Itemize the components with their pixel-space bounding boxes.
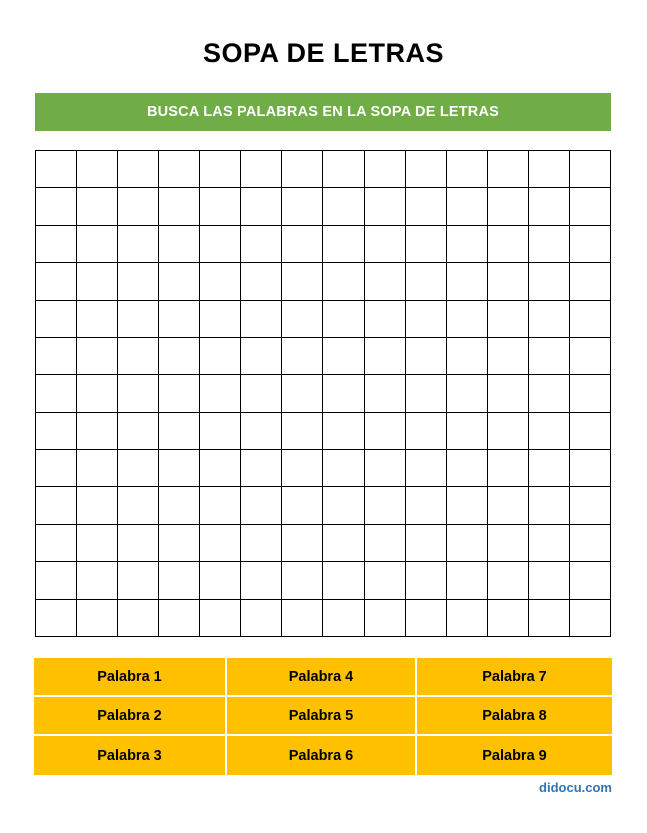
grid-cell[interactable] bbox=[323, 263, 364, 300]
grid-cell[interactable] bbox=[36, 562, 77, 599]
grid-cell[interactable] bbox=[405, 450, 446, 487]
grid-cell[interactable] bbox=[446, 300, 487, 337]
instruction-text: BUSCA LAS PALABRAS EN LA SOPA DE LETRAS bbox=[146, 104, 500, 120]
grid-cell[interactable] bbox=[446, 151, 487, 188]
grid-cell[interactable] bbox=[405, 263, 446, 300]
grid-cell[interactable] bbox=[200, 337, 241, 374]
grid-cell[interactable] bbox=[118, 300, 159, 337]
grid-cell[interactable] bbox=[200, 375, 241, 412]
grid-cell[interactable] bbox=[364, 375, 405, 412]
grid-cell[interactable] bbox=[241, 225, 282, 262]
grid-cell[interactable] bbox=[36, 263, 77, 300]
grid-cell[interactable] bbox=[364, 151, 405, 188]
grid-cell[interactable] bbox=[36, 375, 77, 412]
grid-cell[interactable] bbox=[528, 599, 569, 637]
letter-grid bbox=[35, 150, 611, 637]
grid-cell[interactable] bbox=[118, 450, 159, 487]
grid-cell[interactable] bbox=[528, 375, 569, 412]
grid-row bbox=[36, 375, 611, 412]
grid-cell[interactable] bbox=[487, 337, 528, 374]
grid-cell[interactable] bbox=[200, 412, 241, 449]
grid-cell[interactable] bbox=[405, 412, 446, 449]
grid-cell[interactable] bbox=[528, 562, 569, 599]
grid-cell[interactable] bbox=[200, 300, 241, 337]
grid-cell[interactable] bbox=[159, 375, 200, 412]
grid-cell[interactable] bbox=[323, 599, 364, 637]
grid-cell[interactable] bbox=[323, 151, 364, 188]
grid-cell[interactable] bbox=[282, 188, 323, 225]
grid-cell[interactable] bbox=[200, 562, 241, 599]
grid-cell[interactable] bbox=[118, 375, 159, 412]
grid-cell[interactable] bbox=[569, 300, 610, 337]
grid-cell[interactable] bbox=[36, 225, 77, 262]
grid-row bbox=[36, 225, 611, 262]
grid-cell[interactable] bbox=[241, 188, 282, 225]
grid-cell[interactable] bbox=[323, 375, 364, 412]
grid-cell[interactable] bbox=[364, 450, 405, 487]
grid-cell[interactable] bbox=[282, 450, 323, 487]
grid-cell[interactable] bbox=[77, 337, 118, 374]
grid-cell[interactable] bbox=[282, 225, 323, 262]
grid-cell[interactable] bbox=[528, 300, 569, 337]
footer-brand: didocu.com bbox=[539, 780, 612, 795]
grid-cell[interactable] bbox=[241, 450, 282, 487]
grid-cell[interactable] bbox=[487, 188, 528, 225]
grid-row bbox=[36, 263, 611, 300]
grid-cell[interactable] bbox=[528, 263, 569, 300]
grid-cell[interactable] bbox=[405, 337, 446, 374]
grid-cell[interactable] bbox=[405, 487, 446, 524]
grid-cell[interactable] bbox=[405, 225, 446, 262]
grid-cell[interactable] bbox=[200, 524, 241, 561]
instruction-banner bbox=[35, 93, 611, 131]
grid-cell[interactable] bbox=[77, 225, 118, 262]
grid-cell[interactable] bbox=[241, 524, 282, 561]
grid-cell[interactable] bbox=[36, 524, 77, 561]
word-item: Palabra 1 bbox=[34, 658, 227, 697]
grid-cell[interactable] bbox=[446, 524, 487, 561]
grid-cell[interactable] bbox=[200, 487, 241, 524]
grid-cell[interactable] bbox=[569, 151, 610, 188]
grid-cell[interactable] bbox=[446, 487, 487, 524]
grid-cell[interactable] bbox=[528, 225, 569, 262]
grid-cell[interactable] bbox=[77, 375, 118, 412]
grid-cell[interactable] bbox=[528, 450, 569, 487]
grid-cell[interactable] bbox=[159, 599, 200, 637]
grid-cell[interactable] bbox=[569, 225, 610, 262]
grid-cell[interactable] bbox=[282, 151, 323, 188]
grid-cell[interactable] bbox=[159, 562, 200, 599]
grid-cell[interactable] bbox=[118, 188, 159, 225]
grid-cell[interactable] bbox=[323, 450, 364, 487]
grid-cell[interactable] bbox=[528, 188, 569, 225]
grid-cell[interactable] bbox=[487, 151, 528, 188]
grid-cell[interactable] bbox=[446, 263, 487, 300]
grid-cell[interactable] bbox=[118, 599, 159, 637]
grid-cell[interactable] bbox=[405, 562, 446, 599]
grid-cell[interactable] bbox=[200, 151, 241, 188]
grid-cell[interactable] bbox=[282, 562, 323, 599]
grid-cell[interactable] bbox=[569, 599, 610, 637]
grid-cell[interactable] bbox=[36, 412, 77, 449]
grid-cell[interactable] bbox=[118, 151, 159, 188]
grid-cell[interactable] bbox=[487, 225, 528, 262]
grid-cell[interactable] bbox=[118, 337, 159, 374]
grid-cell[interactable] bbox=[446, 450, 487, 487]
grid-cell[interactable] bbox=[323, 412, 364, 449]
grid-row bbox=[36, 450, 611, 487]
grid-cell[interactable] bbox=[569, 412, 610, 449]
grid-cell[interactable] bbox=[77, 487, 118, 524]
grid-cell[interactable] bbox=[323, 337, 364, 374]
page-title: SOPA DE LETRAS bbox=[202, 38, 445, 68]
grid-cell[interactable] bbox=[200, 263, 241, 300]
grid-cell[interactable] bbox=[364, 337, 405, 374]
grid-cell[interactable] bbox=[528, 524, 569, 561]
grid-cell[interactable] bbox=[487, 375, 528, 412]
grid-cell[interactable] bbox=[36, 300, 77, 337]
grid-cell[interactable] bbox=[569, 487, 610, 524]
grid-cell[interactable] bbox=[36, 487, 77, 524]
grid-cell[interactable] bbox=[200, 599, 241, 637]
grid-cell[interactable] bbox=[282, 412, 323, 449]
grid-cell[interactable] bbox=[364, 599, 405, 637]
grid-cell[interactable] bbox=[487, 599, 528, 637]
grid-cell[interactable] bbox=[364, 412, 405, 449]
grid-cell[interactable] bbox=[118, 487, 159, 524]
grid-cell[interactable] bbox=[323, 487, 364, 524]
grid-cell[interactable] bbox=[159, 487, 200, 524]
grid-cell[interactable] bbox=[405, 375, 446, 412]
grid-cell[interactable] bbox=[159, 225, 200, 262]
grid-cell[interactable] bbox=[323, 300, 364, 337]
grid-cell[interactable] bbox=[118, 263, 159, 300]
grid-cell[interactable] bbox=[364, 524, 405, 561]
grid-cell[interactable] bbox=[569, 562, 610, 599]
grid-cell[interactable] bbox=[364, 225, 405, 262]
grid-cell[interactable] bbox=[200, 450, 241, 487]
grid-cell[interactable] bbox=[528, 337, 569, 374]
grid-cell[interactable] bbox=[241, 337, 282, 374]
grid-cell[interactable] bbox=[569, 450, 610, 487]
grid-cell[interactable] bbox=[364, 487, 405, 524]
grid-cell[interactable] bbox=[159, 412, 200, 449]
word-item: Palabra 6 bbox=[227, 736, 417, 775]
grid-cell[interactable] bbox=[118, 412, 159, 449]
word-item: Palabra 9 bbox=[417, 736, 612, 775]
grid-cell[interactable] bbox=[77, 450, 118, 487]
grid-cell[interactable] bbox=[323, 225, 364, 262]
grid-cell[interactable] bbox=[159, 188, 200, 225]
grid-cell[interactable] bbox=[159, 300, 200, 337]
grid-cell[interactable] bbox=[241, 263, 282, 300]
grid-cell[interactable] bbox=[487, 524, 528, 561]
grid-cell[interactable] bbox=[77, 524, 118, 561]
grid-cell[interactable] bbox=[282, 263, 323, 300]
grid-cell[interactable] bbox=[569, 337, 610, 374]
grid-cell[interactable] bbox=[282, 487, 323, 524]
grid-cell[interactable] bbox=[323, 188, 364, 225]
grid-cell[interactable] bbox=[487, 450, 528, 487]
grid-cell[interactable] bbox=[36, 450, 77, 487]
grid-cell[interactable] bbox=[282, 524, 323, 561]
grid-cell[interactable] bbox=[200, 188, 241, 225]
grid-cell[interactable] bbox=[77, 562, 118, 599]
grid-cell[interactable] bbox=[241, 375, 282, 412]
grid-cell[interactable] bbox=[528, 412, 569, 449]
word-item: Palabra 2 bbox=[34, 697, 227, 736]
grid-cell[interactable] bbox=[36, 151, 77, 188]
grid-cell[interactable] bbox=[241, 300, 282, 337]
grid-cell[interactable] bbox=[282, 599, 323, 637]
grid-cell[interactable] bbox=[241, 412, 282, 449]
grid-row bbox=[36, 599, 611, 637]
grid-cell[interactable] bbox=[446, 375, 487, 412]
grid-cell[interactable] bbox=[569, 375, 610, 412]
grid-row bbox=[36, 300, 611, 337]
grid-cell[interactable] bbox=[159, 151, 200, 188]
word-item: Palabra 4 bbox=[227, 658, 417, 697]
grid-row bbox=[36, 188, 611, 225]
grid-cell[interactable] bbox=[159, 337, 200, 374]
grid-cell[interactable] bbox=[446, 188, 487, 225]
grid-cell[interactable] bbox=[569, 188, 610, 225]
grid-cell[interactable] bbox=[569, 524, 610, 561]
grid-row bbox=[36, 487, 611, 524]
grid-cell[interactable] bbox=[241, 562, 282, 599]
grid-cell[interactable] bbox=[405, 300, 446, 337]
grid-cell[interactable] bbox=[118, 225, 159, 262]
grid-cell[interactable] bbox=[118, 524, 159, 561]
grid-cell[interactable] bbox=[118, 562, 159, 599]
grid-cell[interactable] bbox=[405, 151, 446, 188]
grid-cell[interactable] bbox=[487, 487, 528, 524]
grid-cell[interactable] bbox=[323, 562, 364, 599]
grid-cell[interactable] bbox=[487, 562, 528, 599]
grid-cell[interactable] bbox=[528, 151, 569, 188]
grid-cell[interactable] bbox=[36, 599, 77, 637]
grid-cell[interactable] bbox=[159, 524, 200, 561]
grid-cell[interactable] bbox=[528, 487, 569, 524]
grid-cell[interactable] bbox=[200, 225, 241, 262]
grid-cell[interactable] bbox=[77, 599, 118, 637]
grid-cell[interactable] bbox=[241, 599, 282, 637]
grid-row bbox=[36, 412, 611, 449]
grid-cell[interactable] bbox=[159, 450, 200, 487]
grid-cell[interactable] bbox=[77, 188, 118, 225]
grid-cell[interactable] bbox=[405, 524, 446, 561]
grid-cell[interactable] bbox=[446, 562, 487, 599]
grid-cell[interactable] bbox=[77, 300, 118, 337]
grid-cell[interactable] bbox=[364, 300, 405, 337]
grid-cell[interactable] bbox=[446, 337, 487, 374]
grid-cell[interactable] bbox=[446, 412, 487, 449]
grid-cell[interactable] bbox=[282, 337, 323, 374]
grid-cell[interactable] bbox=[364, 188, 405, 225]
grid-cell[interactable] bbox=[36, 188, 77, 225]
grid-row bbox=[36, 151, 611, 188]
grid-cell[interactable] bbox=[77, 412, 118, 449]
grid-row bbox=[36, 524, 611, 561]
grid-cell[interactable] bbox=[569, 263, 610, 300]
grid-cell[interactable] bbox=[446, 599, 487, 637]
grid-cell[interactable] bbox=[364, 562, 405, 599]
grid-cell[interactable] bbox=[487, 300, 528, 337]
grid-cell[interactable] bbox=[364, 263, 405, 300]
grid-cell[interactable] bbox=[159, 263, 200, 300]
grid-row bbox=[36, 337, 611, 374]
word-list bbox=[34, 658, 612, 775]
grid-cell[interactable] bbox=[323, 524, 364, 561]
grid-cell[interactable] bbox=[282, 375, 323, 412]
grid-row bbox=[36, 562, 611, 599]
word-item: Palabra 3 bbox=[34, 736, 227, 775]
grid-cell[interactable] bbox=[36, 337, 77, 374]
grid-cell[interactable] bbox=[77, 151, 118, 188]
grid-cell[interactable] bbox=[487, 263, 528, 300]
grid-cell[interactable] bbox=[446, 225, 487, 262]
grid-cell[interactable] bbox=[405, 599, 446, 637]
word-item: Palabra 7 bbox=[417, 658, 612, 697]
grid-cell[interactable] bbox=[241, 151, 282, 188]
grid-cell[interactable] bbox=[77, 263, 118, 300]
grid-cell[interactable] bbox=[405, 188, 446, 225]
grid-cell[interactable] bbox=[487, 412, 528, 449]
grid-cell[interactable] bbox=[282, 300, 323, 337]
word-item: Palabra 5 bbox=[227, 697, 417, 736]
grid-cell[interactable] bbox=[241, 487, 282, 524]
word-item: Palabra 8 bbox=[417, 697, 612, 736]
